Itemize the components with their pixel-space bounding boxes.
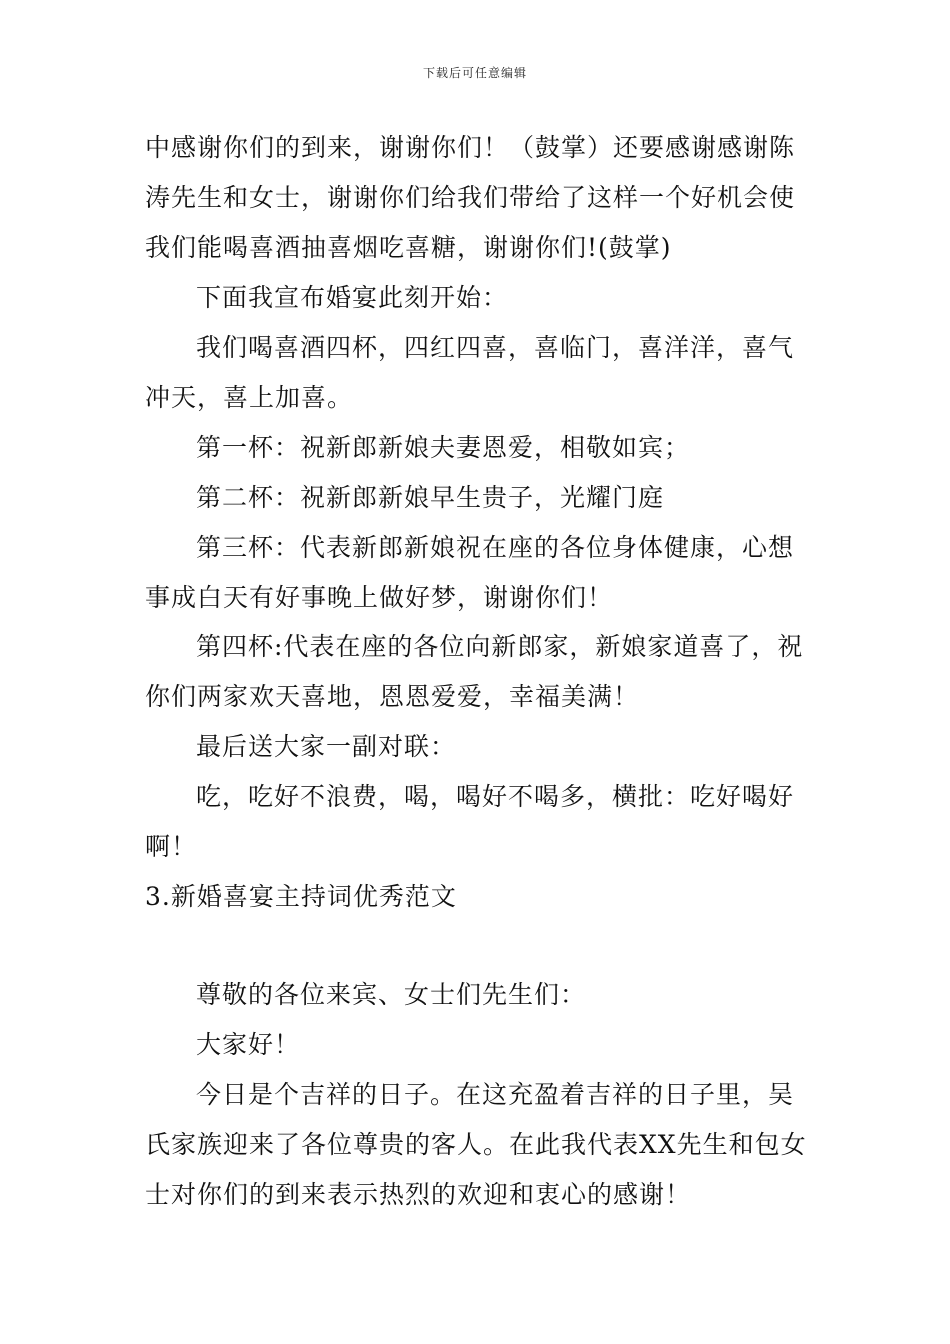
- paragraph-line: 尊敬的各位来宾、女士们先生们：: [196, 980, 587, 1009]
- paragraph-line: 事成白天有好事晚上做好梦，谢谢你们！: [145, 583, 614, 612]
- paragraph-line: 冲天，喜上加喜。: [145, 383, 354, 412]
- paragraph-line: 下面我宣布婚宴此刻开始：: [196, 283, 509, 312]
- paragraph-line: 大家好！: [196, 1030, 301, 1059]
- paragraph-line: 你们两家欢天喜地，恩恩爱爱，幸福美满！: [145, 682, 640, 711]
- paragraph-line: 啊！: [145, 832, 198, 861]
- paragraph-line: 第三杯：代表新郎新娘祝在座的各位身体健康，心想: [196, 533, 795, 562]
- paragraph-line: 氏家族迎来了各位尊贵的客人。在此我代表XX先生和包女: [145, 1130, 807, 1159]
- paragraph-line: 我们喝喜酒四杯，四红四喜，喜临门，喜洋洋，喜气: [196, 333, 795, 362]
- paragraph-line: 吃，吃好不浪费，喝，喝好不喝多，横批：吃好喝好: [196, 782, 795, 811]
- paragraph-line: 涛先生和女士，谢谢你们给我们带给了这样一个好机会使: [145, 183, 796, 212]
- paragraph-line: 中感谢你们的到来，谢谢你们！（鼓掌）还要感谢感谢陈: [145, 133, 796, 162]
- paragraph-line: 第一杯：祝新郎新娘夫妻恩爱，相敬如宾；: [196, 433, 691, 462]
- page-header-note: 下载后可任意编辑: [422, 66, 527, 80]
- paragraph-line: 最后送大家一副对联：: [196, 732, 457, 761]
- paragraph-line: 今日是个吉祥的日子。在这充盈着吉祥的日子里，吴: [196, 1080, 795, 1109]
- paragraph-line: 第二杯：祝新郎新娘早生贵子，光耀门庭: [196, 483, 665, 512]
- paragraph-line: 第四杯:代表在座的各位向新郎家，新娘家道喜了，祝: [196, 632, 804, 661]
- paragraph-line: 我们能喝喜酒抽喜烟吃喜糖，谢谢你们!(鼓掌): [145, 233, 672, 262]
- paragraph-line: 士对你们的到来表示热烈的欢迎和衷心的感谢！: [145, 1180, 692, 1209]
- section-heading: 3.新婚喜宴主持词优秀范文: [145, 882, 457, 911]
